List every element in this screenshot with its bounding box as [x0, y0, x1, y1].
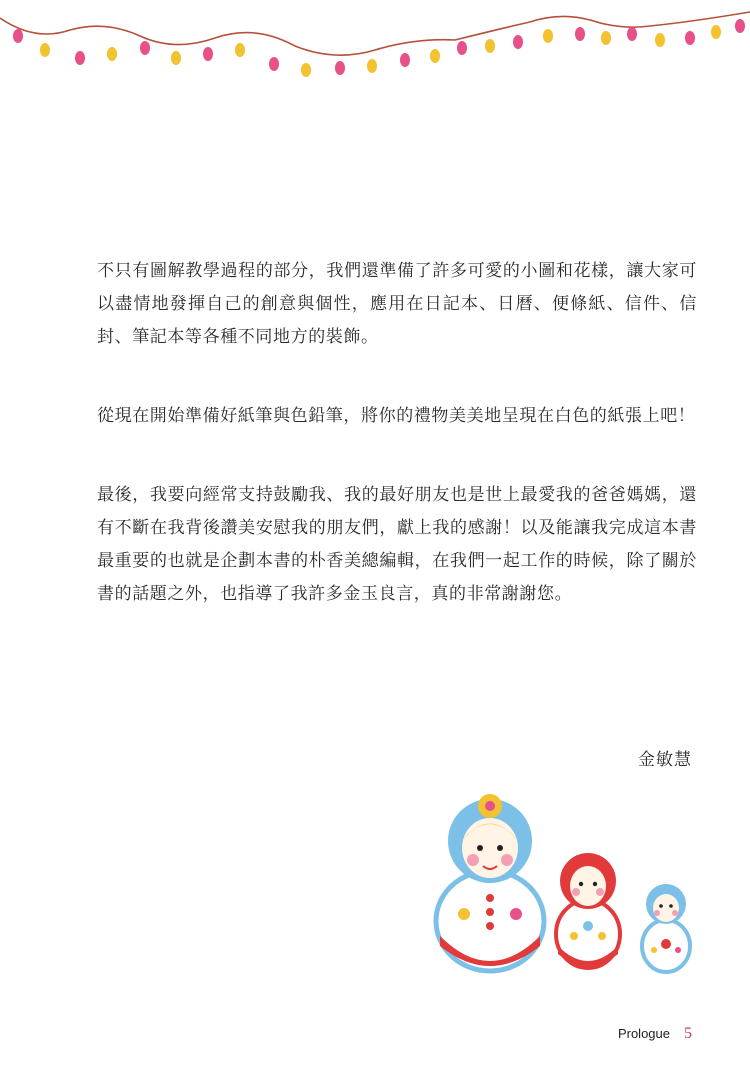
page-footer — [618, 1025, 692, 1043]
bead-garland-illustration — [0, 0, 750, 80]
matryoshka-dolls-illustration — [428, 786, 708, 976]
page-number: 5 — [684, 1025, 692, 1042]
prologue-body — [97, 255, 697, 611]
paragraph-3: 最後，我要向經常支持鼓勵我、我的最好朋友也是世上最愛我的爸爸媽媽，還有不斷在我背後讚美安慰我的朋友們，獻上我的感謝！以及能讓我完成這本書最重要的也就是企劃本書的朴香美總編輯，在我們一起工作的時候，除了關於書的話題之外，也指導了我許多金玉良言，真的非常謝謝您。 — [97, 485, 697, 604]
paragraph-1: 不只有圖解教學過程的部分，我們還準備了許多可愛的小圖和花樣，讓大家可以盡情地發揮自己的創意與個性，應用在日記本、日曆、便條紙、信件、信封、筆記本等各種不同地方的裝飾。 — [97, 261, 697, 347]
section-label: Prologue — [617, 1026, 670, 1041]
paragraph-2: 從現在開始準備好紙筆與色鉛筆，將你的禮物美美地呈現在白色的紙張上吧！ — [97, 406, 696, 426]
large-doll — [436, 794, 544, 971]
medium-doll — [556, 853, 620, 968]
small-doll — [642, 884, 690, 972]
author-signature: 金敏慧 — [638, 750, 692, 770]
